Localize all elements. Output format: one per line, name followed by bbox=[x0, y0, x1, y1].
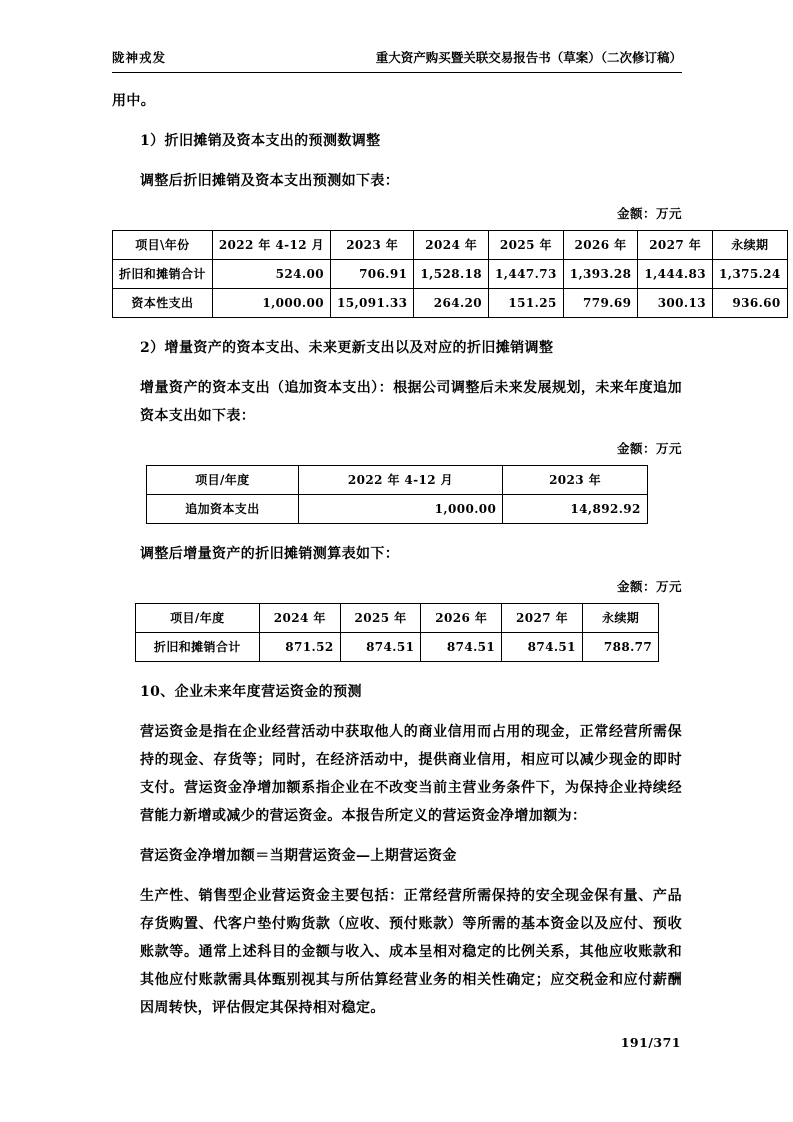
cell-value: 151.25 bbox=[489, 289, 564, 318]
table-row bbox=[147, 495, 648, 524]
table-col-header: 2026 年 bbox=[563, 231, 638, 260]
cell-value: 14,892.92 bbox=[503, 495, 647, 524]
cell-value: 874.51 bbox=[340, 633, 421, 662]
row-label: 折旧和摊销合计 bbox=[135, 633, 259, 662]
paragraph-table1-intro: 调整后折旧摊销及资本支出预测如下表： bbox=[140, 173, 400, 189]
table-col-header: 2024 年 bbox=[414, 231, 489, 260]
cell-value: 779.69 bbox=[563, 289, 638, 318]
paragraph-table2-intro: 增量资产的资本支出（追加资本支出）：根据公司调整后未来发展规划，未来年度追加资本支出如下表： bbox=[140, 380, 682, 424]
cell-value: 1,444.83 bbox=[638, 260, 713, 289]
page-number: 191/371 bbox=[620, 1035, 681, 1050]
page-content bbox=[112, 48, 781, 1022]
cell-value: 300.13 bbox=[638, 289, 713, 318]
table-col-header: 永续期 bbox=[582, 604, 658, 633]
row-label: 追加资本支出 bbox=[147, 495, 298, 524]
row-label: 折旧和摊销合计 bbox=[113, 260, 213, 289]
table-header-row bbox=[147, 466, 648, 495]
table-row bbox=[113, 260, 788, 289]
table-col-header: 项目\年份 bbox=[113, 231, 213, 260]
table-col-header: 2027 年 bbox=[638, 231, 713, 260]
table-col-header: 项目/年度 bbox=[147, 466, 298, 495]
table-col-header: 2025 年 bbox=[340, 604, 421, 633]
header-document-title: 重大资产购买暨关联交易报告书（草案）（二次修订稿） bbox=[375, 50, 682, 65]
cell-value: 524.00 bbox=[212, 260, 330, 289]
cell-value: 871.52 bbox=[259, 633, 340, 662]
table-additional-capex bbox=[146, 465, 648, 524]
table-header-row bbox=[135, 604, 658, 633]
amount-unit-note-1: 金额：万元 bbox=[616, 206, 682, 221]
cell-value: 1,528.18 bbox=[414, 260, 489, 289]
page-header bbox=[112, 48, 682, 72]
table-col-header: 项目/年度 bbox=[135, 604, 259, 633]
table-depreciation-capex bbox=[112, 230, 788, 318]
table-col-header: 永续期 bbox=[713, 231, 788, 260]
table-col-header: 2027 年 bbox=[502, 604, 583, 633]
row-label: 资本性支出 bbox=[113, 289, 213, 318]
heading-3-working-capital: 10、企业未来年度营运资金的预测 bbox=[140, 684, 362, 700]
formula-working-capital: 营运资金净增加额＝当期营运资金—上期营运资金 bbox=[140, 848, 457, 864]
cell-value: 1,375.24 bbox=[713, 260, 788, 289]
table-col-header: 2025 年 bbox=[489, 231, 564, 260]
cell-value: 706.91 bbox=[330, 260, 413, 289]
cell-value: 874.51 bbox=[502, 633, 583, 662]
cell-value: 788.77 bbox=[582, 633, 658, 662]
table-col-header: 2022 年 4-12 月 bbox=[212, 231, 330, 260]
cell-value: 264.20 bbox=[414, 289, 489, 318]
paragraph-working-capital-definition: 营运资金是指在企业经营活动中获取他人的商业信用而占用的现金，正常经营所需保持的现金、存货等；同时，在经济活动中，提供商业信用，相应可以减少现金的即时支付。营运资金净增加额系指企业在不改变当前主营业务条件下，为保持企业持续经营能力新增或减少的营运资金。本报告所定义的营运资金净增加额为： bbox=[140, 724, 682, 824]
heading-1-depreciation: 1）折旧摊销及资本支出的预测数调整 bbox=[140, 133, 381, 149]
table-col-header: 2023 年 bbox=[330, 231, 413, 260]
cell-value: 1,000.00 bbox=[298, 495, 503, 524]
table-incremental-depreciation bbox=[135, 603, 659, 662]
table-col-header: 2022 年 4-12 月 bbox=[298, 466, 503, 495]
paragraph-continuation: 用中。 bbox=[112, 93, 156, 109]
cell-value: 936.60 bbox=[713, 289, 788, 318]
cell-value: 1,447.73 bbox=[489, 260, 564, 289]
cell-value: 1,000.00 bbox=[212, 289, 330, 318]
paragraph-table3-intro: 调整后增量资产的折旧摊销测算表如下： bbox=[140, 546, 400, 562]
cell-value: 874.51 bbox=[421, 633, 502, 662]
amount-unit-note-3: 金额：万元 bbox=[616, 579, 682, 594]
table-col-header: 2023 年 bbox=[503, 466, 647, 495]
paragraph-working-capital-components: 生产性、销售型企业营运资金主要包括：正常经营所需保持的安全现金保有量、产品存货购置、代客户垫付购货款（应收、预付账款）等所需的基本资金以及应付、预收账款等。通常上述科目的金额与收入、成本呈相对稳定的比例关系，其他应收账款和其他应付账款需具体甄别视其与所估算经营业务的相关性确定；应交税金和应付薪酬因周转快，评估假定其保持相对稳定。 bbox=[140, 888, 682, 1016]
document-body bbox=[112, 73, 781, 1022]
amount-unit-note-2: 金额：万元 bbox=[616, 441, 682, 456]
table-col-header: 2026 年 bbox=[421, 604, 502, 633]
heading-2-incremental-assets: 2）增量资产的资本支出、未来更新支出以及对应的折旧摊销调整 bbox=[140, 340, 554, 356]
table-col-header: 2024 年 bbox=[259, 604, 340, 633]
cell-value: 1,393.28 bbox=[563, 260, 638, 289]
header-company-name: 陇神戎发 bbox=[112, 50, 167, 65]
table-row bbox=[135, 633, 658, 662]
table-row bbox=[113, 289, 788, 318]
cell-value: 15,091.33 bbox=[330, 289, 413, 318]
table-header-row bbox=[113, 231, 788, 260]
